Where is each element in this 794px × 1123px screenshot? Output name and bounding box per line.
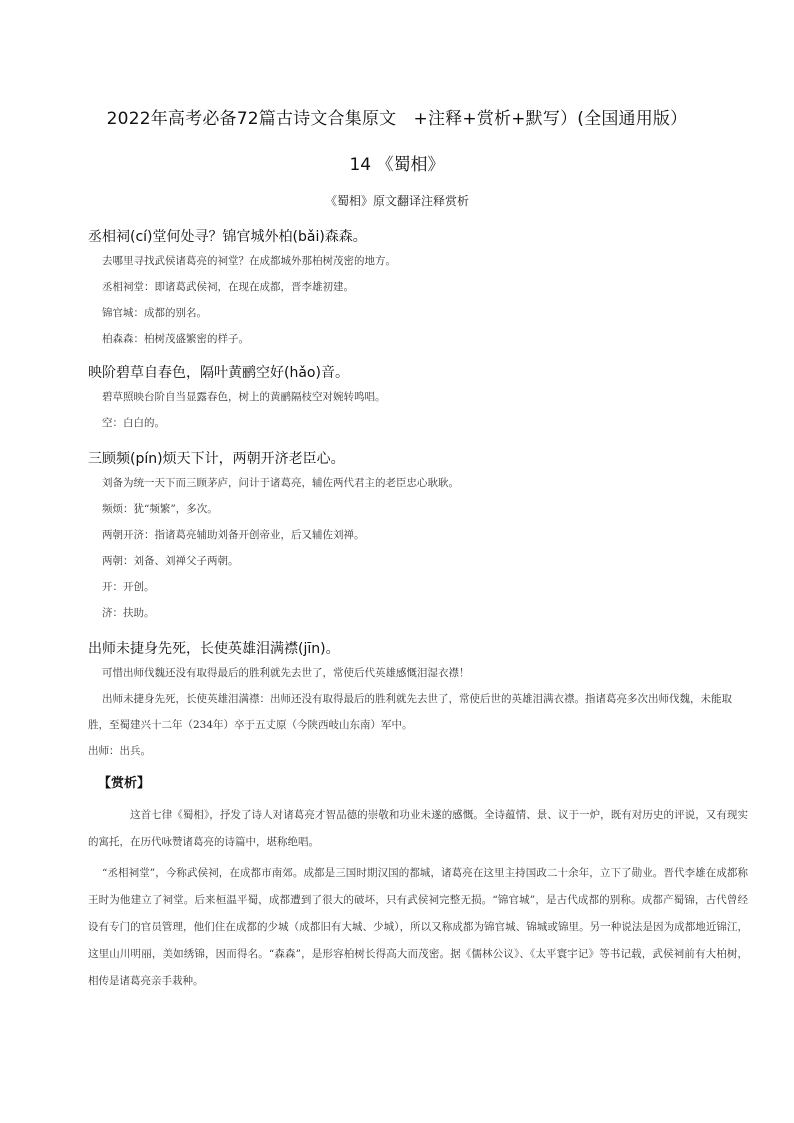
- appreciation-paragraph: 这首七律《蜀相》，抒发了诗人对诸葛亮才智品德的崇敬和功业未遂的感慨。全诗蕴情、景、议于一炉，既有对历史的评说，又有现实的寓托，在历代咏赞诸葛亮的诗篇中，堪称绝唱。: [88, 809, 748, 848]
- annotation-note: 开：开创。: [102, 581, 155, 593]
- annotation-note: 济：扶助。: [102, 607, 155, 619]
- annotation-note: 出师：出兵。: [88, 745, 151, 757]
- annotation-note: 丞相祠堂：即诸葛武侯祠，在现在成都，晋李雄初建。: [102, 281, 354, 293]
- annotation-note: 柏森森：柏树茂盛繁密的样子。: [102, 333, 249, 345]
- translation-note: 刘备为统一天下而三顾茅庐，问计于诸葛亮，辅佐两代君主的老臣忠心耿耿。: [102, 477, 459, 489]
- annotation-note: 空：白白的。: [102, 417, 165, 429]
- stanza-1: [88, 226, 748, 352]
- document-title: 2022年高考必备72篇古诗文合集原文 +注释+赏析+默写）(全国通用版）: [106, 109, 688, 129]
- verse-line: 出师未捷身先死，长使英雄泪满襟(jīn)。: [88, 641, 340, 657]
- annotation-note: 两朝开济：指诸葛亮辅助刘备开创帝业，后又辅佐刘禅。: [102, 529, 365, 541]
- stanza-2: [88, 362, 748, 436]
- translation-note: 可惜出师伐魏还没有取得最后的胜利就先去世了，常使后代英雄感慨泪湿衣襟！: [102, 667, 470, 679]
- appreciation-paragraph: “丞相祠堂”，今称武侯祠，在成都市南郊。成都是三国时期汉国的都城，诸葛亮在这里主持国政二十余年，立下了勋业。晋代李雄在成都称王时为他建立了祠堂。后来桓温平蜀，成都遭到了很大的破坏，只有武侯祠完整无损。“锦官城”，是古代成都的别称。成都产蜀锦，古代曾经设有专门的官员管理，他们住在成都的少城（成都旧有大城、少城），所以又称成都为锦官城、锦城或锦里。另一种说法是因为成都地近锦江，这里山川明丽，美如绣锦，因而得名。“森森”，是形容柏树长得高大而茂密。据《儒林公议》、《太平寰宇记》等书记载，武侯祠前有大柏树，相传是诸葛亮亲手栽种。: [88, 867, 748, 987]
- verse-line: 映阶碧草自春色，隔叶黄鹂空好(hǎo)音。: [88, 365, 349, 381]
- poem-title: 14 《蜀相》: [349, 155, 445, 175]
- translation-note: 碧草照映台阶自当显露春色，树上的黄鹂隔枝空对婉转鸣唱。: [102, 391, 386, 403]
- poem-content: [88, 226, 748, 995]
- annotation-note: 两朝：刘备、刘禅父子两朝。: [102, 555, 239, 567]
- stanza-3: [88, 448, 748, 626]
- annotation-paragraph: 出师未捷身先死，长使英雄泪满襟：出师还没有取得最后的胜利就先去世了，常使后世的英雄泪满衣襟。指诸葛亮多次出师伐魏，未能取胜，至蜀建兴十二年（234年）卒于五丈原（今陕西岐山东南）军中。: [88, 693, 732, 731]
- annotation-note: 锦官城：成都的别名。: [102, 307, 207, 319]
- translation-note: 去哪里寻找武侯诸葛亮的祠堂？在成都城外那柏树茂密的地方。: [102, 255, 396, 267]
- appreciation-heading: 【赏析】: [98, 776, 151, 791]
- stanza-4: [88, 638, 748, 764]
- section-subtitle: 《蜀相》原文翻译注释赏析: [324, 194, 469, 208]
- annotation-note: 频烦：犹“频繁”，多次。: [102, 503, 218, 515]
- verse-line: 丞相祠(cí)堂何处寻？锦官城外柏(bǎi)森森。: [88, 229, 367, 245]
- verse-line: 三顾频(pín)烦天下计，两朝开济老臣心。: [88, 451, 345, 467]
